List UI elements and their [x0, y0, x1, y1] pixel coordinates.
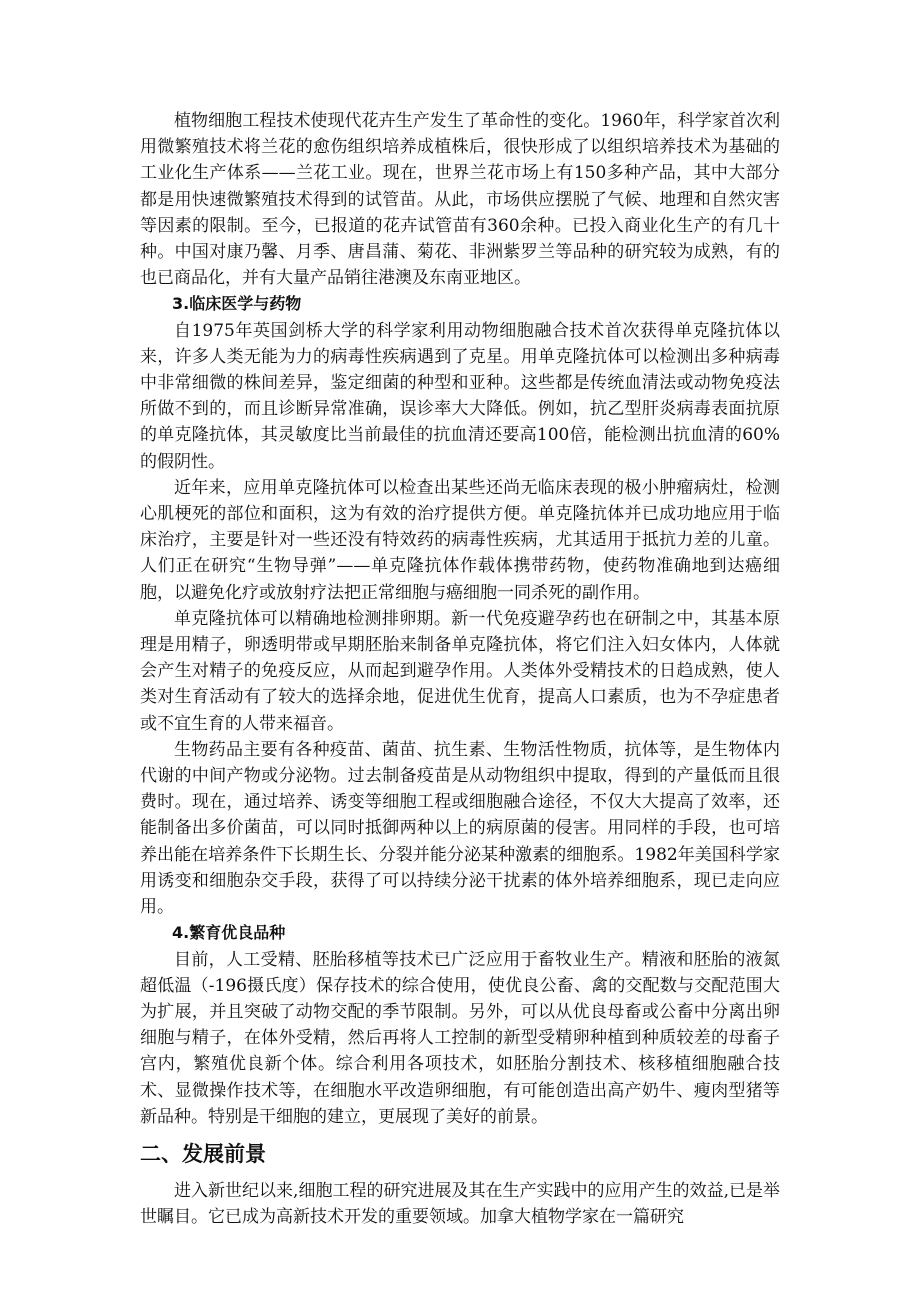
document-page: [140, 108, 780, 1230]
paragraph-flower-tissue-culture: 植物细胞工程技术使现代花卉生产发生了革命性的变化。1960年，科学家首次利用微繁殖技术将兰花的愈伤组织培养成植株后，很快形成了以组织培养技术为基础的工业化生产体系——兰花工业。现在，世界兰花市场上有150多种产品，其中大部分都是用快速微繁殖技术得到的试管苗。从此，市场供应摆脱了气候、地理和自然灾害等因素的限制。至今，已报道的花卉试管苗有360余种。已投入商业化生产的有几十种。中国对康乃馨、月季、唐昌蒲、菊花、非洲紫罗兰等品种的研究较为成熟，有的也已商品化，并有大量产品销往港澳及东南亚地区。: [140, 111, 780, 289]
subheading-clinical-medicine: 3.临床医学与药物: [172, 294, 302, 314]
section-title-prospects: 二、发展前景: [140, 1141, 266, 1166]
paragraph-tumor-detection: 近年来，应用单克隆抗体可以检查出某些还尚无临床表现的极小肿瘤病灶，检测心肌梗死的部位和面积，这为有效的治疗提供方便。单克隆抗体并已成功地应用于临床治疗，主要是针对一些还没有特效药的病毒性疾病，尤其适用于抵抗力差的儿童。人们正在研究“生物导弹”——单克隆抗体作载体携带药物，使药物准确地到达癌细胞，以避免化疗或放射疗法把正常细胞与癌细胞一同杀死的副作用。: [140, 477, 780, 603]
paragraph-biological-drugs: 生物药品主要有各种疫苗、菌苗、抗生素、生物活性物质，抗体等，是生物体内代谢的中间产物或分泌物。过去制备疫苗是从动物组织中提取，得到的产量低而且很费时。现在，通过培养、诱变等细胞工程或细胞融合途径，不仅大大提高了效率，还能制备出多价菌苗，可以同时抵御两种以上的病原菌的侵害。用同样的手段，也可培养出能在培养条件下长期生长、分裂并能分泌某种激素的细胞系。1982年美国科学家用诱变和细胞杂交手段，获得了可以持续分泌干扰素的体外培养细胞系，现已走向应用。: [140, 739, 780, 918]
paragraph-animal-breeding: 目前，人工受精、胚胎移植等技术已广泛应用于畜牧业生产。精液和胚胎的液氮超低温（-196摄氏度）保存技术的综合使用，使优良公畜、禽的交配数与交配范围大为扩展，并且突破了动物交配的季节限制。另外，可以从优良母畜或公畜中分离出卵细胞与精子，在体外受精，然后再将人工控制的新型受精卵种植到种质较差的母畜子宫内，繁殖优良新个体。综合利用各项技术，如胚胎分割技术、核移植细胞融合技术、显微操作技术等，在细胞水平改造卵细胞，有可能创造出高产奶牛、瘦肉型猪等新品种。特别是干细胞的建立，更展现了美好的前景。: [140, 949, 780, 1127]
paragraph-monoclonal-antibody: 自1975年英国剑桥大学的科学家利用动物细胞融合技术首次获得单克隆抗体以来，许多人类无能为力的病毒性疾病遇到了克星。用单克隆抗体可以检测出多种病毒中非常细微的株间差异，鉴定细菌的种型和亚种。这些都是传统血清法或动物免疫法所做不到的，而且诊断异常准确，误诊率大大降低。例如，抗乙型肝炎病毒表面抗原的单克隆抗体，其灵敏度比当前最佳的抗血清还要高100倍，能检测出抗血清的60%的假阴性。: [140, 320, 780, 472]
paragraph-ovulation-detection: 单克隆抗体可以精确地检测排卵期。新一代免疫避孕药也在研制之中，其基本原理是用精子，卵透明带或早期胚胎来制备单克隆抗体，将它们注入妇女体内，人体就会产生对精子的免疫反应，从而起到避孕作用。人类体外受精技术的日趋成熟，使人类对生育活动有了较大的选择余地，促进优生优育，提高人口素质，也为不孕症患者或不宜生育的人带来福音。: [140, 608, 780, 734]
paragraph-new-century: 进入新世纪以来,细胞工程的研究进展及其在生产实践中的应用产生的效益,已是举世瞩目。它已成为高新技术开发的重要领域。加拿大植物学家在一篇研究: [140, 1180, 780, 1228]
subheading-breeding: 4.繁育优良品种: [172, 923, 286, 943]
